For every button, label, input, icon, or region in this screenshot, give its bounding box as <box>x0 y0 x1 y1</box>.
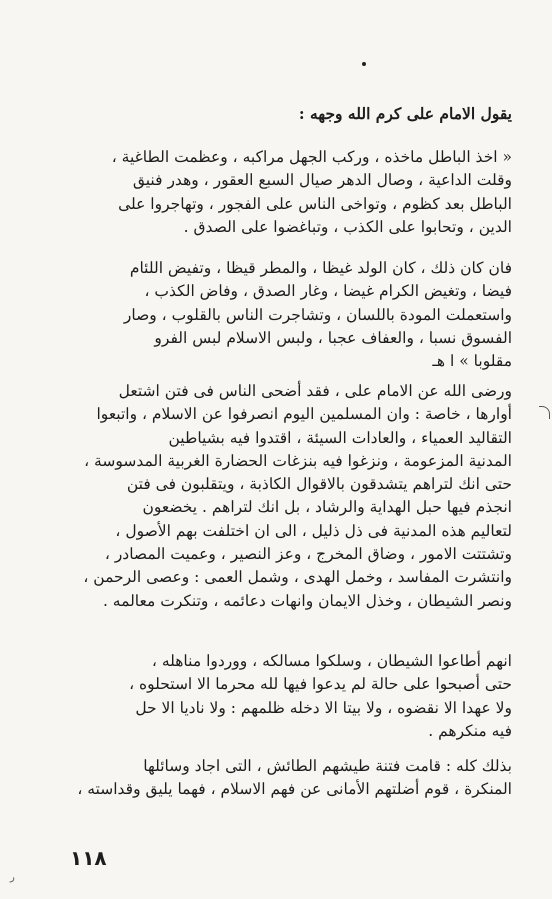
body-paragraph-3 <box>68 755 512 802</box>
text-line: حتى انك لتراهم يتشدقون بالاقوال الكاذبة ، ويتقلبون فى فتن <box>126 475 512 494</box>
text-line: التقاليد العمياء ، والعادات السيئة ، اقتدوا فيه بشياطين <box>168 428 512 447</box>
body-paragraph-2 <box>68 650 512 743</box>
quote-paragraph-2 <box>68 257 512 373</box>
ink-dot <box>362 62 366 66</box>
text-line: الفسوق نسبا ، والعفاف عجبا ، ولبس الاسلام لبس الفرو <box>154 328 512 347</box>
text-line: المنكرة ، قوم أضلتهم الأمانى عن فهم الاسلام ، فهما يليق وقداسته ، <box>77 780 512 799</box>
text-line: الباطل بعد كظوم ، وتواخى الناس على الفجور ، وتهاجروا على <box>118 194 512 213</box>
text-line: « اخذ الباطل ماخذه ، وركب الجهل مراكبه ، وعظمت الطاغية ، <box>111 148 512 166</box>
text-line: المدنية المزعومة ، ونزغوا فيه بنزغات الحضارة الغربية المدسوسة ، <box>84 451 512 470</box>
text-line: حتى أصبحوا على حالة لم يدعوا فيها لله محرما الا استحلوه ، <box>129 675 512 694</box>
text-line: انجذم فيها حبل الهداية والرشاد ، بل انك لتراهم . يخضعون <box>142 498 512 517</box>
text-line: واستعملت المودة باللسان ، وتشاجرت الناس بالقلوب ، وصار <box>123 305 512 324</box>
text-line: مقلوبا » ا هـ <box>432 352 512 371</box>
corner-mark: ر <box>10 872 15 883</box>
text-line: بذلك كله : قامت فتنة طيشهم الطائش ، التى اجاد وسائلها <box>143 757 512 775</box>
text-line: انهم أطاعوا الشيطان ، وسلكوا مسالكه ، ووردوا مناهله ، <box>151 652 512 670</box>
quote-paragraph-1 <box>68 146 512 239</box>
text-line: أوارها ، خاصة : وان المسلمين اليوم انصرفوا عن الاسلام ، واتبعوا <box>96 405 512 424</box>
text-line: فان كان ذلك ، كان الولد غيظا ، والمطر قيظا ، وتفيض اللئام <box>129 259 512 277</box>
page-edge-mark <box>539 406 550 419</box>
page-number: ١١٨ <box>70 846 107 870</box>
text-line: يقول الامام على كرم الله وجهه : <box>298 104 512 123</box>
text-line: الدين ، وتحابوا على الكذب ، وتباغضوا على الصدق . <box>183 217 512 236</box>
intro-heading <box>68 102 512 125</box>
text-line: فيه منكرهم . <box>428 721 512 740</box>
text-line: وقلت الداعية ، وصال الدهر صيال السبع العقور ، وهدر فنيق <box>132 171 512 190</box>
text-line: ولا عهدا الا نقضوه ، ولا بيتا الا دخله ظلمهم : ولا ناديا الا حل <box>135 698 512 717</box>
body-paragraph-1 <box>68 380 512 613</box>
text-line: فيضا ، وتغيض الكرام غيضا ، وغار الصدق ، وفاض الكذب ، <box>144 282 512 301</box>
text-line: وتشتتت الامور ، وضاق المخرج ، وعز النصير ، وعميت المصادر ، <box>104 545 512 564</box>
text-line: ونصر الشيطان ، وخذل الايمان وانهات دعائمه ، وتنكرت معالمه . <box>102 591 512 610</box>
text-line: ورضى الله عن الامام على ، فقد أضحى الناس فى فتن اشتعل <box>118 382 512 400</box>
text-line: لتعاليم هذه المدنية فى ذل ذليل ، الى ان اختلفت بهم الأصول ، <box>115 521 512 540</box>
text-line: وانتشرت المفاسد ، وخمل الهدى ، وشمل العمى : وعصى الرحمن ، <box>83 568 512 587</box>
